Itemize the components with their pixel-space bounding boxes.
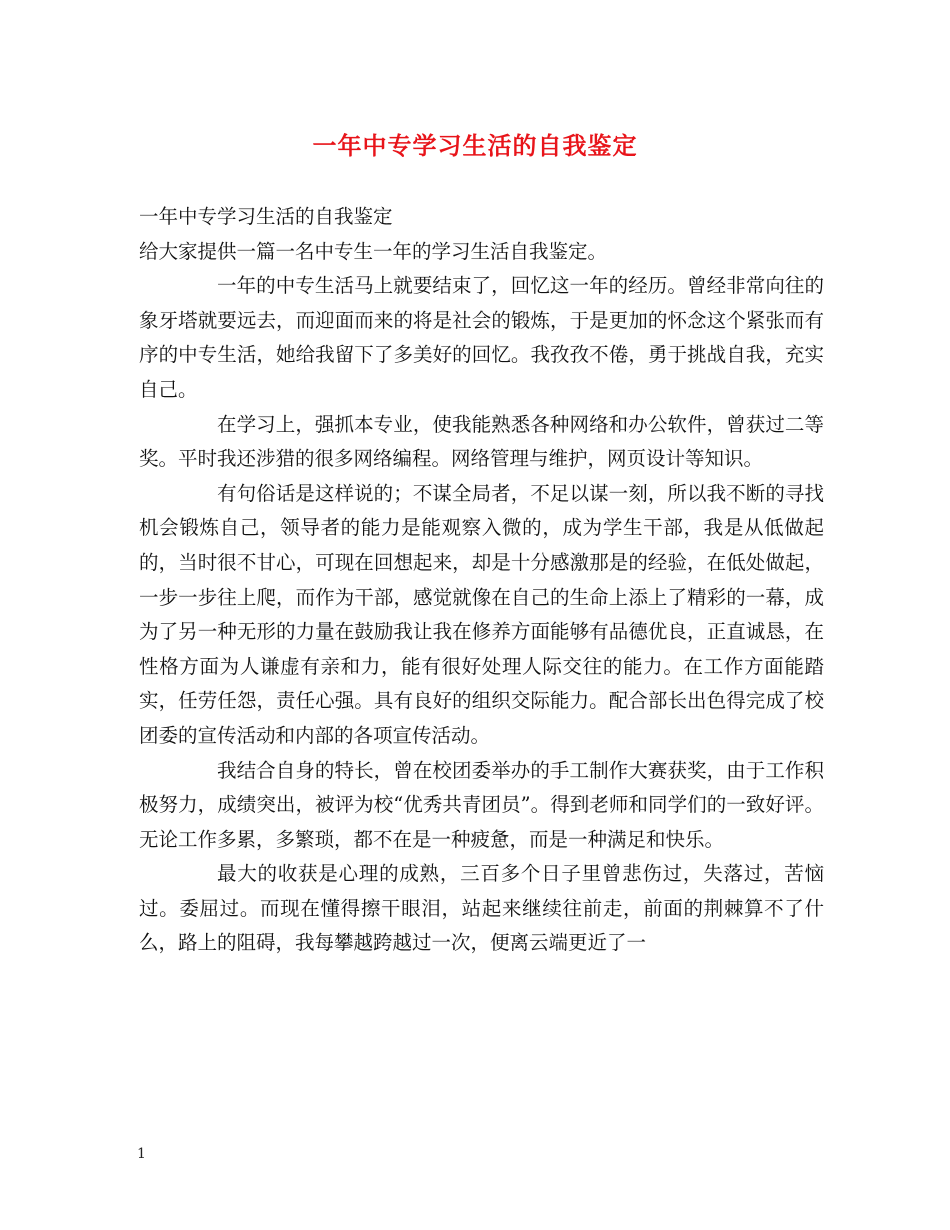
body-paragraph-3: 有句俗话是这样说的；不谋全局者，不足以谋一刻，所以我不断的寻找机会锻炼自己，领导者的能力是能观察入微的，成为学生干部，我是从低做起的，当时很不甘心，可现在回想起来，却是十分感激那是的经验，在低处做起，一步一步往上爬，而作为干部，感觉就像在自己的生命上添上了精彩的一幕，成为了另一种无形的力量在鼓励我让我在修养方面能够有品德优良，正直诚恳，在性格方面为人谦虚有亲和力，能有很好处理人际交往的能力。在工作方面能踏实，任劳任怨，责任心强。具有良好的组织交际能力。配合部长出色得完成了校团委的宣传活动和内部的各项宣传活动。: [139, 481, 824, 747]
page-number: 1: [137, 1146, 146, 1162]
document-subtitle: 一年中专学习生活的自我鉴定: [139, 205, 393, 228]
body-paragraph-5: 最大的收获是心理的成熟，三百多个日子里曾悲伤过，失落过，苦恼过。委屈过。而现在懂得擦干眼泪，站起来继续往前走，前面的荆棘算不了什么，路上的阻碍，我每攀越跨越过一次，便离云端更近了一: [139, 862, 824, 955]
document-intro: 给大家提供一篇一名中专生一年的学习生活自我鉴定。: [139, 239, 608, 263]
body-paragraph-2: 在学习上，强抓本专业，使我能熟悉各种网络和办公软件，曾获过二等奖。平时我还涉猎的很多网络编程。网络管理与维护，网页设计等知识。: [139, 412, 824, 471]
body-paragraph-1: 一年的中专生活马上就要结束了，回忆这一年的经历。曾经非常向往的象牙塔就要远去，而迎面而来的将是社会的锻炼，于是更加的怀念这个紧张而有序的中专生活，她给我留下了多美好的回忆。我孜孜不倦，勇于挑战自我，充实自己。: [139, 274, 824, 401]
document-title: 一年中专学习生活的自我鉴定: [312, 131, 638, 160]
body-paragraph-4: 我结合自身的特长，曾在校团委举办的手工制作大赛获奖，由于工作积极努力，成绩突出，被评为校“优秀共青团员”。得到老师和同学们的一致好评。无论工作多累，多繁琐，都不在是一种疲惫，而是一种满足和快乐。: [139, 758, 824, 851]
document-body: [139, 200, 824, 961]
